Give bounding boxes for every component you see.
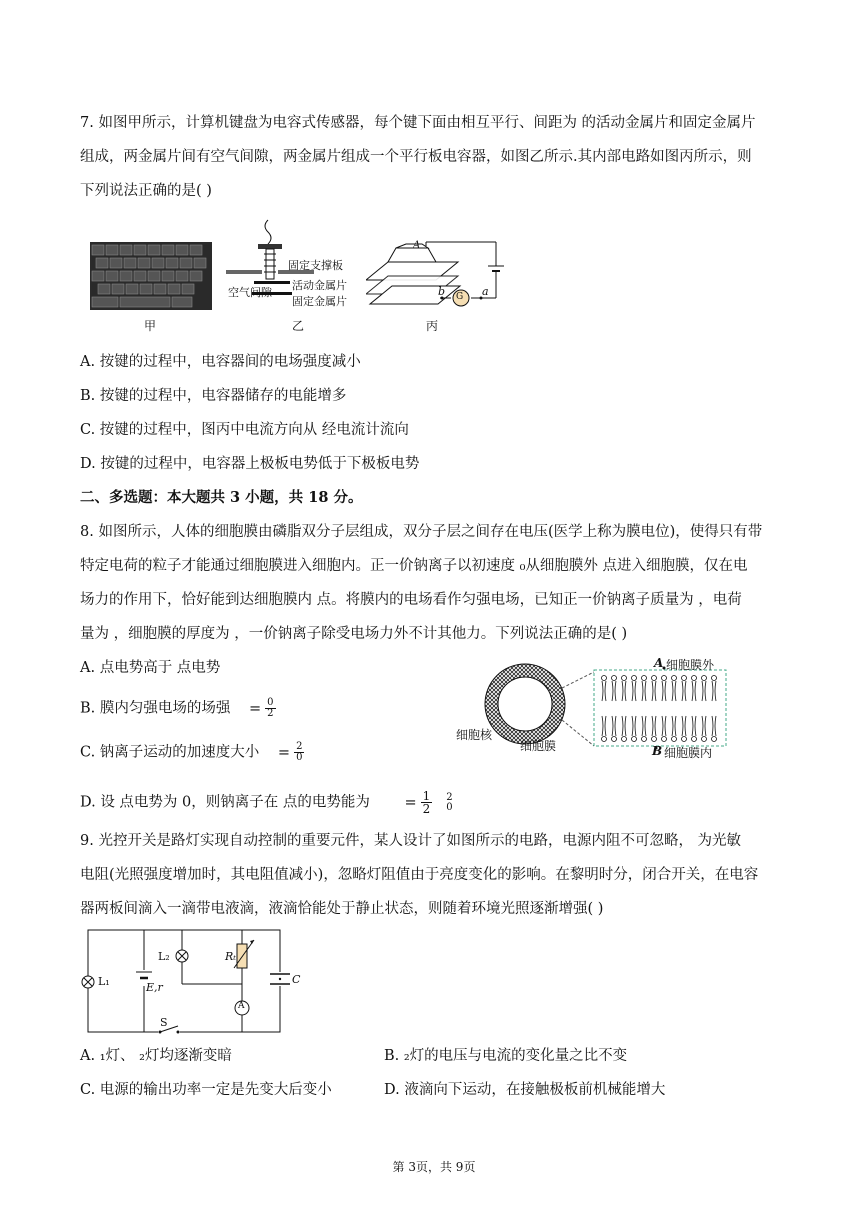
q8-d-num: 1	[422, 789, 431, 803]
fig-label-yi: 乙	[292, 319, 305, 333]
q7-line-3: 下列说法正确的是( )	[80, 183, 212, 199]
q7-option-d[interactable]: D. 按键的过程中，电容器上极板电势低于下极板电势	[80, 456, 420, 472]
q8-c-den: 0	[296, 752, 303, 763]
label-membrane: 细胞膜	[520, 739, 557, 753]
galvanometer-label: G	[456, 292, 464, 302]
label-A-key: A	[413, 240, 421, 251]
q8-b-num: 0	[267, 697, 274, 708]
q8-d-den: 2	[422, 802, 431, 816]
q8-option-d-text: D. 设 点电势为 0，则钠离子在 点的电势能为	[80, 794, 370, 811]
q7-option-b[interactable]: B. 按键的过程中，电容器储存的电能增多	[80, 388, 347, 404]
q8-line-4: 量为 ，细胞膜的厚度为 ，一价钠离子除受电场力外不计其他力。下列说法正确的是( )	[80, 626, 628, 642]
q8-option-c[interactable]	[80, 742, 304, 763]
label-fixed-metal: 固定金属片	[292, 295, 347, 308]
key-circuit-diagram	[366, 236, 516, 316]
q8-b-den: 2	[267, 708, 274, 719]
label-nucleus: 细胞核	[456, 728, 493, 742]
q8-line-2: 特定电荷的粒子才能通过细胞膜进入细胞内。正一价钠离子以初速度 ₀从细胞膜外 点进入细胞膜，仅在电	[80, 558, 748, 574]
label-membrane-inner: 细胞膜内	[664, 746, 713, 760]
fig-label-bing: 丙	[426, 319, 439, 333]
q9-option-d[interactable]: D. 液滴向下运动，在接触极板前机械能增大	[384, 1082, 666, 1098]
label-L2: L₂	[158, 950, 170, 963]
label-membrane-outer: 细胞膜外	[666, 658, 715, 672]
q8-option-d[interactable]	[80, 790, 453, 815]
q9-line-2: 电阻(光照强度增加时，其电阻值减小)，忽略灯阻值由于亮度变化的影响。在黎明时分，闭合开关，在电容	[80, 867, 759, 883]
q8-d-eq: =	[404, 794, 417, 811]
label-point-B: B	[652, 744, 663, 758]
label-S: S	[160, 1016, 168, 1029]
label-air-gap: 空气间隙	[228, 286, 272, 299]
q8-c-eq: =	[277, 744, 291, 761]
light-control-circuit-diagram	[78, 926, 308, 1038]
q7-line-1: 7. 如图甲所示，计算机键盘为电容式传感器，每个键下面由相互平行、间距为 的活动金属片和固定金属片	[80, 115, 756, 131]
q9-option-a[interactable]: A. ₁灯、 ₂灯均逐渐变暗	[80, 1048, 232, 1064]
q7-option-a[interactable]: A. 按键的过程中，电容器间的电场强度减小	[80, 354, 361, 370]
label-fixed-support: 固定支撑板	[288, 259, 343, 272]
label-C: C	[292, 973, 301, 986]
q7-line-2: 组成，两金属片间有空气间隙，两金属片组成一个平行板电容器，如图乙所示.其内部电路如图丙所示，则	[80, 149, 752, 165]
label-point-A: A	[654, 656, 664, 670]
label-b: b	[438, 285, 446, 298]
q8-d-sup2: 2	[446, 791, 453, 803]
q9-line-3: 器两板间滴入一滴带电液滴，液滴恰能处于静止状态，则随着环境光照逐渐增强( )	[80, 901, 604, 917]
label-active-metal: 活动金属片	[292, 279, 347, 292]
label-Rt: Rₜ	[225, 950, 236, 963]
label-L1: L₁	[98, 975, 110, 988]
q8-c-num: 2	[296, 741, 303, 752]
q8-d-sub0: 0	[446, 801, 453, 813]
ammeter-label: A	[238, 1001, 245, 1011]
fig-label-jia: 甲	[144, 319, 157, 333]
keyboard-photo	[90, 242, 212, 310]
q8-b-fraction	[265, 698, 275, 719]
q8-option-a[interactable]: A. 点电势高于 点电势	[80, 660, 221, 676]
label-a: a	[482, 285, 489, 298]
q7-option-c[interactable]: C. 按键的过程中，图丙中电流方向从 经电流计流向	[80, 422, 409, 438]
q9-option-c[interactable]: C. 电源的输出功率一定是先变大后变小	[80, 1082, 332, 1098]
q8-option-b[interactable]	[80, 698, 276, 719]
page-number-footer: 第 3页，共 9页	[392, 1160, 476, 1174]
q8-option-b-text: B. 膜内匀强电场的场强	[80, 700, 231, 717]
q8-option-c-text: C. 钠离子运动的加速度大小	[80, 744, 260, 761]
section-heading-multi-choice: 二、多选题：本大题共 3 小题，共 18 分。	[80, 489, 363, 506]
q8-c-fraction	[294, 742, 304, 763]
q9-line-1: 9. 光控开关是路灯实现自动控制的重要元件，某人设计了如图所示的电路，电源内阻不可忽略， 为光敏	[80, 833, 742, 849]
q8-d-sub	[446, 793, 452, 813]
label-Er: E,r	[146, 981, 163, 994]
q8-d-fraction	[421, 790, 433, 815]
q8-line-1: 8. 如图所示，人体的细胞膜由磷脂双分子层组成，双分子层之间存在电压(医学上称为膜电位)，使得只有带	[80, 524, 763, 540]
q8-b-eq: =	[248, 700, 262, 717]
q9-option-b[interactable]: B. ₂灯的电压与电流的变化量之比不变	[384, 1048, 628, 1064]
q8-line-3: 场力的作用下，恰好能到达细胞膜内 点。将膜内的电场看作匀强电场，已知正一价钠离子质量为 ，电荷	[80, 592, 742, 608]
